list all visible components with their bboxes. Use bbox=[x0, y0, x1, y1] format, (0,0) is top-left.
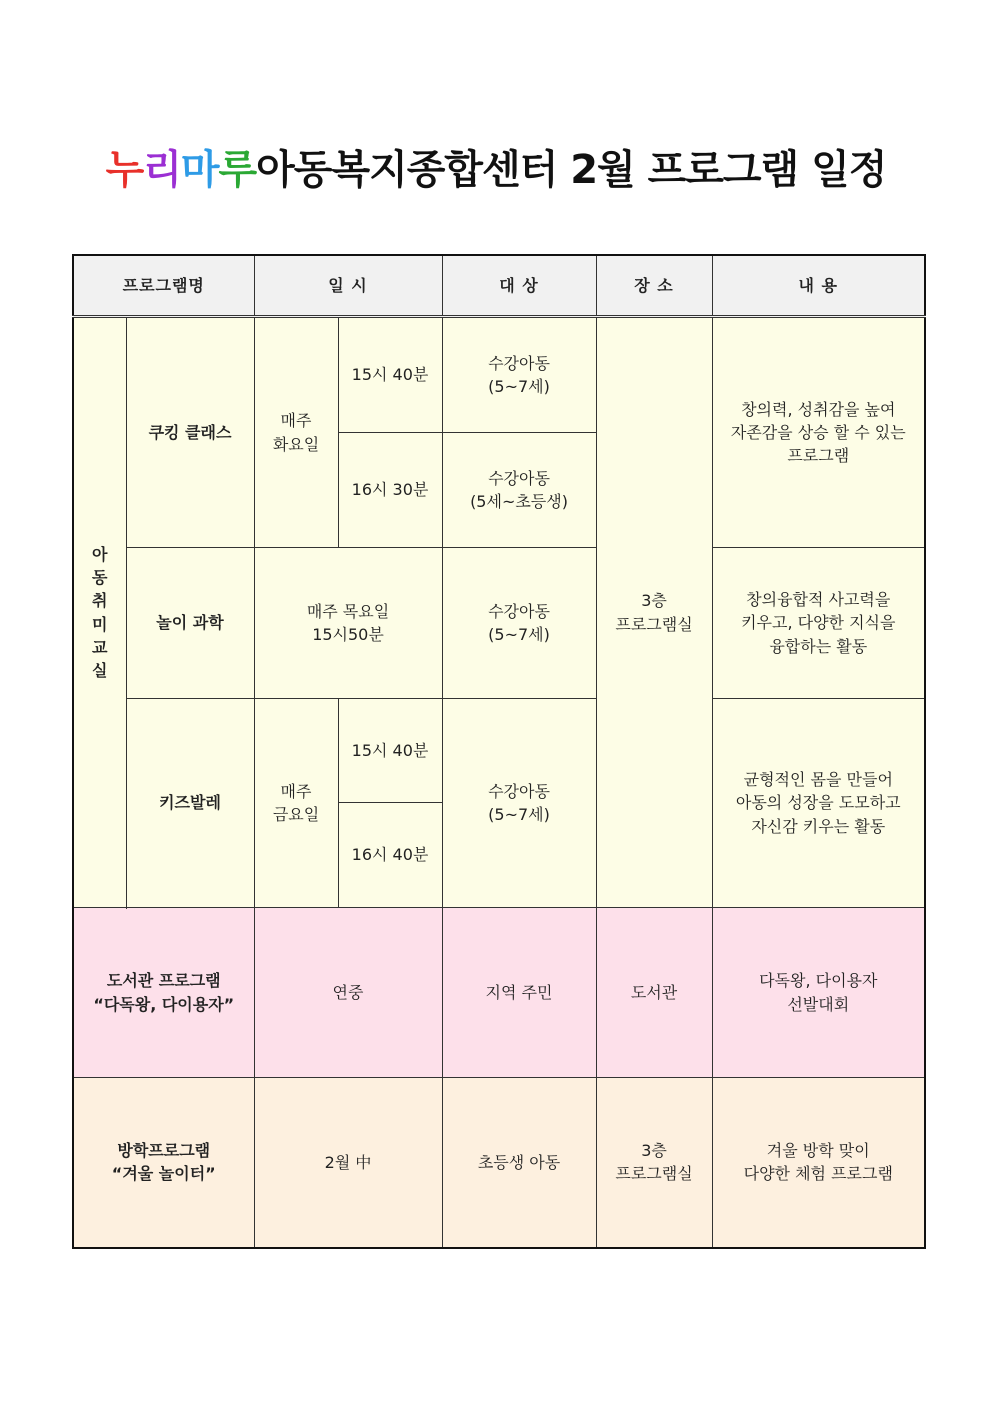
header-place: 장 소 bbox=[596, 255, 712, 317]
library-target: 지역 주민 bbox=[442, 908, 596, 1078]
schedule-table bbox=[72, 254, 926, 1249]
header-content: 내 용 bbox=[712, 255, 925, 317]
vacation-content: 겨울 방학 맞이 다양한 체험 프로그램 bbox=[712, 1078, 925, 1248]
header-program: 프로그램명 bbox=[73, 255, 254, 317]
program-name-library: 도서관 프로그램 “다독왕, 다이용자” bbox=[73, 908, 254, 1078]
title-brand-char: 마 bbox=[180, 147, 219, 193]
page-title bbox=[0, 138, 992, 195]
table-row bbox=[73, 317, 925, 433]
title-brand-char: 루 bbox=[218, 147, 257, 193]
vacation-datetime: 2월 中 bbox=[254, 1078, 442, 1248]
program-name-vacation: 방학프로그램 “겨울 놀이터” bbox=[73, 1078, 254, 1248]
ballet-time-2: 16시 40분 bbox=[338, 803, 442, 908]
program-name-ballet: 키즈발레 bbox=[126, 699, 254, 908]
header-datetime: 일 시 bbox=[254, 255, 442, 317]
ballet-day: 매주 금요일 bbox=[254, 699, 338, 908]
library-content: 다독왕, 다이용자 선발대회 bbox=[712, 908, 925, 1078]
program-name-science: 놀이 과학 bbox=[126, 548, 254, 699]
header-target: 대 상 bbox=[442, 255, 596, 317]
cooking-time-1: 15시 40분 bbox=[338, 317, 442, 433]
table-row bbox=[73, 908, 925, 1078]
science-content: 창의융합적 사고력을 키우고, 다양한 지식을 융합하는 활동 bbox=[712, 548, 925, 699]
cooking-time-2: 16시 30분 bbox=[338, 433, 442, 548]
science-target: 수강아동 (5~7세) bbox=[442, 548, 596, 699]
group-label: 아 동 취 미 교 실 bbox=[73, 317, 126, 908]
header-row bbox=[73, 255, 925, 317]
title-brand-char: 누 bbox=[105, 147, 144, 193]
table-row bbox=[73, 699, 925, 803]
library-place: 도서관 bbox=[596, 908, 712, 1078]
cooking-target-2: 수강아동 (5세~초등생) bbox=[442, 433, 596, 548]
shared-place: 3층 프로그램실 bbox=[596, 317, 712, 908]
cooking-target-1: 수강아동 (5~7세) bbox=[442, 317, 596, 433]
ballet-content: 균형적인 몸을 만들어 아동의 성장을 도모하고 자신감 키우는 활동 bbox=[712, 699, 925, 908]
title-text: 아동복지종합센터 2월 프로그램 일정 bbox=[256, 147, 887, 193]
vacation-target: 초등생 아동 bbox=[442, 1078, 596, 1248]
science-datetime: 매주 목요일 15시50분 bbox=[254, 548, 442, 699]
vacation-place: 3층 프로그램실 bbox=[596, 1078, 712, 1248]
cooking-day: 매주 화요일 bbox=[254, 317, 338, 548]
ballet-target: 수강아동 (5~7세) bbox=[442, 699, 596, 908]
library-datetime: 연중 bbox=[254, 908, 442, 1078]
table-row bbox=[73, 1078, 925, 1248]
title-brand-char: 리 bbox=[143, 147, 181, 193]
table-row bbox=[73, 548, 925, 699]
cooking-content: 창의력, 성취감을 높여 자존감을 상승 할 수 있는 프로그램 bbox=[712, 317, 925, 548]
program-name-cooking: 쿠킹 클래스 bbox=[126, 317, 254, 548]
ballet-time-1: 15시 40분 bbox=[338, 699, 442, 803]
